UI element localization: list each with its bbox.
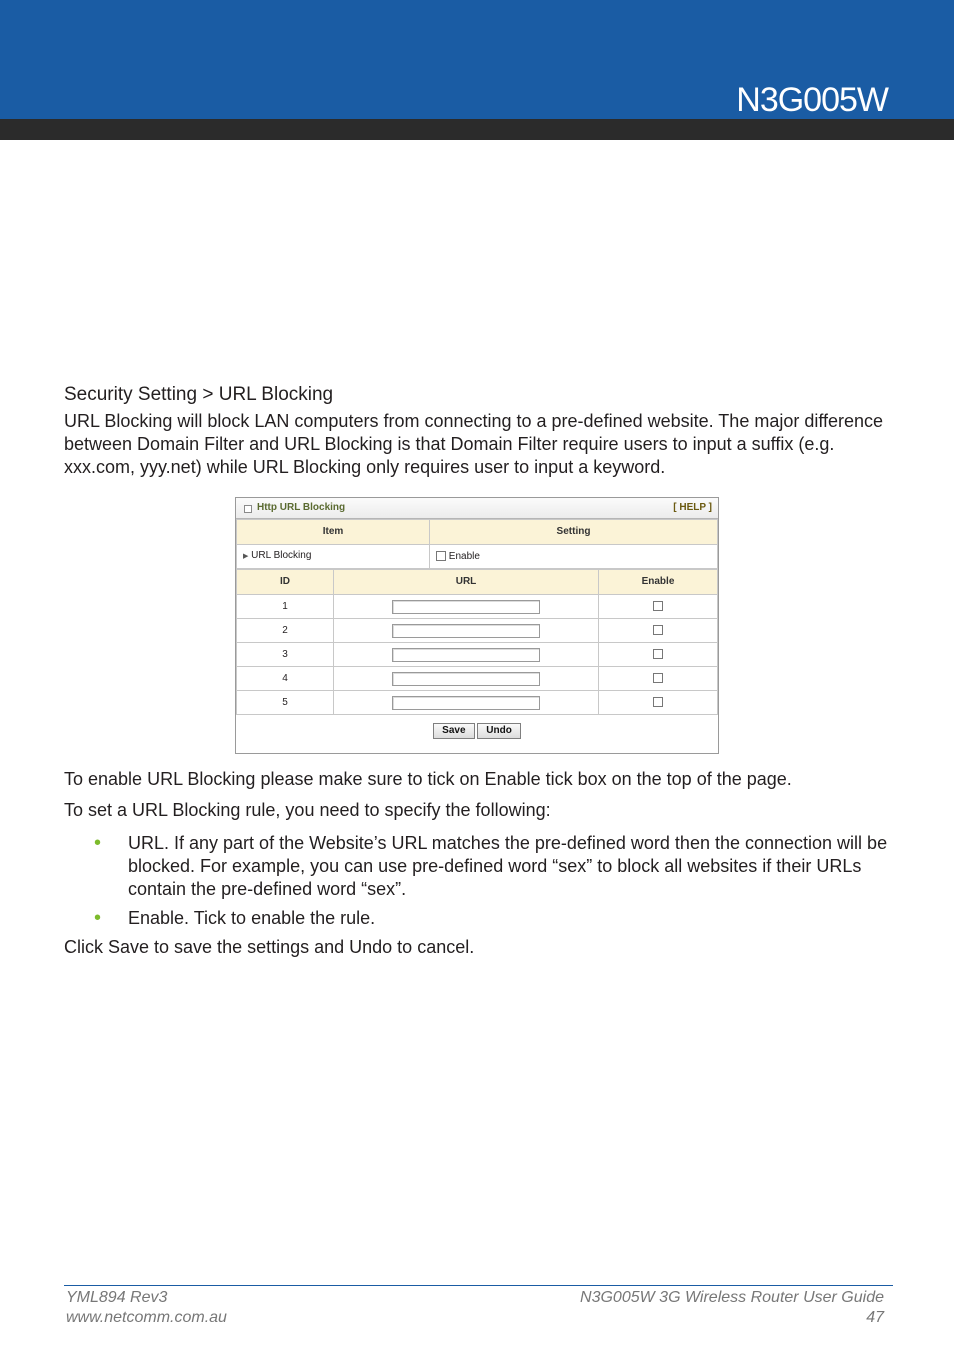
table-row [237, 691, 718, 715]
section-heading: Security Setting > URL Blocking [64, 384, 334, 405]
url-cell [334, 643, 599, 667]
col-item-header: Item [237, 520, 430, 545]
bullet-text: URL. If any part of the Website’s URL matches the pre-defined word then the connection will be blocked. For example, you can use pre-defined word “sex” to block all websites if their URLs contain the pre-defined word “sex”. [128, 833, 888, 899]
bullet-text: Enable. Tick to enable the rule. [128, 908, 376, 928]
col-url-header: URL [334, 570, 599, 595]
footer-right [580, 1288, 884, 1328]
rules-table [236, 569, 718, 715]
url-cell [334, 667, 599, 691]
url-blocking-screenshot [235, 497, 719, 754]
panel-title: Http URL Blocking [257, 502, 346, 513]
col-enable-header: Enable [599, 570, 718, 595]
bullet-dot-icon: • [94, 832, 102, 854]
triangle-right-icon: ▶ [243, 553, 249, 560]
page-number: 47 [866, 1309, 884, 1326]
col-id-header: ID [237, 570, 334, 595]
bullet-list [64, 832, 894, 930]
list-item [64, 907, 894, 930]
panel-header [236, 498, 718, 519]
enable-label: Enable [448, 550, 480, 562]
enable-instruction: To enable URL Blocking please make sure to tick on Enable tick box on the top of the page. [64, 769, 792, 789]
footer-divider [64, 1285, 893, 1286]
guide-title: N3G005W 3G Wireless Router User Guide [580, 1289, 884, 1306]
product-title: N3G005W [736, 81, 888, 119]
enable-cell [599, 619, 718, 643]
url-input[interactable] [392, 696, 540, 710]
enable-cell [599, 595, 718, 619]
row-id: 1 [237, 595, 334, 619]
rule-enable-checkbox[interactable] [653, 697, 663, 707]
rule-enable-checkbox[interactable] [653, 625, 663, 635]
table-row [237, 667, 718, 691]
intro-paragraph: URL Blocking will block LAN computers from connecting to a pre-defined website. The major difference between Domain Filter and URL Blocking is that Domain Filter require users to input a suffix (e.g. xxx.com, yyy.net) while URL Blocking only requires user to input a keyword. [64, 411, 884, 477]
rule-enable-checkbox[interactable] [653, 673, 663, 683]
doc-code: YML894 Rev3 [66, 1289, 168, 1306]
url-input[interactable] [392, 648, 540, 662]
list-item [64, 832, 894, 901]
table-row [237, 643, 718, 667]
row-id: 3 [237, 643, 334, 667]
footer-left [66, 1288, 227, 1328]
url-blocking-row-label [237, 545, 430, 569]
help-link[interactable]: [ HELP ] [673, 502, 712, 513]
save-button[interactable]: Save [433, 723, 474, 739]
table-row [237, 595, 718, 619]
settings-table [236, 519, 718, 569]
table-row [237, 619, 718, 643]
url-input[interactable] [392, 672, 540, 686]
col-setting-header: Setting [430, 520, 718, 545]
row-id: 4 [237, 667, 334, 691]
section-intro-block [64, 383, 894, 479]
rule-enable-checkbox[interactable] [653, 649, 663, 659]
instructions-block [64, 768, 894, 967]
save-instruction: Click Save to save the settings and Undo to cancel. [64, 937, 475, 957]
rule-instruction: To set a URL Blocking rule, you need to specify the following: [64, 800, 551, 820]
rule-enable-checkbox[interactable] [653, 601, 663, 611]
url-input[interactable] [392, 624, 540, 638]
enable-setting-cell [430, 545, 718, 569]
panel-square-icon [244, 505, 252, 513]
header-dark-stripe [0, 119, 954, 140]
url-blocking-label: URL Blocking [251, 550, 312, 561]
url-input[interactable] [392, 600, 540, 614]
enable-cell [599, 667, 718, 691]
enable-cell [599, 691, 718, 715]
bullet-dot-icon: • [94, 907, 102, 929]
row-id: 2 [237, 619, 334, 643]
website-link[interactable]: www.netcomm.com.au [66, 1309, 227, 1326]
enable-url-blocking-checkbox[interactable] [436, 551, 446, 561]
url-cell [334, 619, 599, 643]
undo-button[interactable]: Undo [477, 723, 521, 739]
url-cell [334, 691, 599, 715]
row-id: 5 [237, 691, 334, 715]
enable-cell [599, 643, 718, 667]
button-row [236, 715, 718, 748]
url-cell [334, 595, 599, 619]
